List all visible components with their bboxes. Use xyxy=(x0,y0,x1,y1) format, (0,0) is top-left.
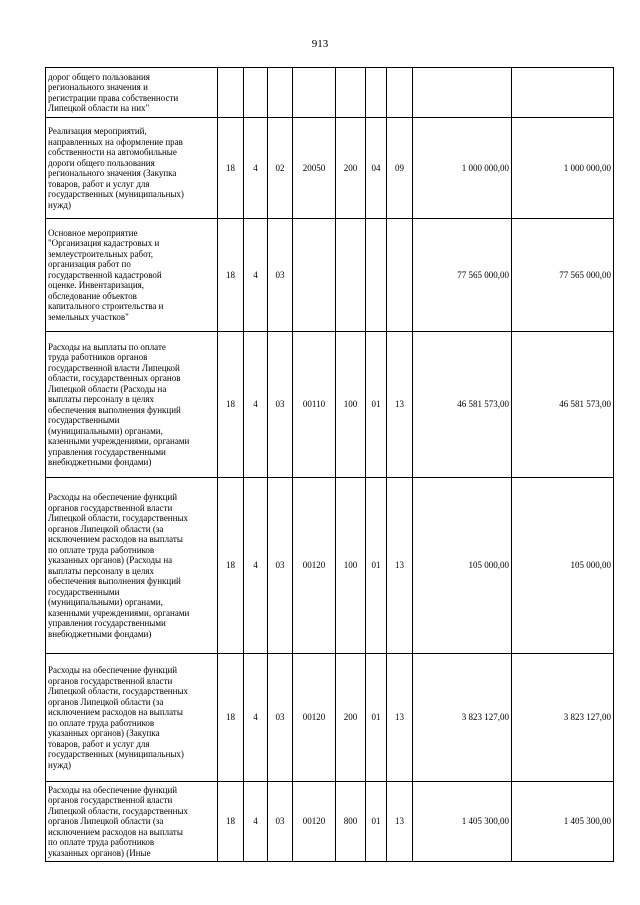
amount-cell: 46 581 573,00 xyxy=(413,332,512,478)
amount-cell: 1 405 300,00 xyxy=(512,782,614,862)
row-description: Расходы на обеспечение функций органов государственной власти Липецкой области, государственных органов Липецкой области (за исключением расходов на выплаты по оплате труда работников указанных органов) (Иные xyxy=(46,782,218,862)
code-cell: 4 xyxy=(244,654,268,782)
code-cell: 03 xyxy=(268,654,293,782)
code-cell: 4 xyxy=(244,782,268,862)
code-cell: 18 xyxy=(218,118,244,219)
page-number: 913 xyxy=(311,38,329,50)
table-row xyxy=(46,118,614,219)
code-cell xyxy=(336,68,366,118)
code-cell: 02 xyxy=(268,118,293,219)
code-cell: 13 xyxy=(387,478,413,654)
code-cell: 13 xyxy=(387,654,413,782)
amount-cell: 3 823 127,00 xyxy=(512,654,614,782)
code-cell: 4 xyxy=(244,118,268,219)
code-cell xyxy=(218,68,244,118)
amount-cell: 1 000 000,00 xyxy=(512,118,614,219)
row-description: Расходы на выплаты по оплате труда работников органов государственной власти Липецкой области, государственных органов Липецкой области (Расходы на выплаты персоналу в целях обеспечения выполнения функций государственными (муниципальными) органами, казенными учреждениями, органами управления государственными внебюджетными фондами) xyxy=(46,332,218,478)
code-cell: 00110 xyxy=(293,332,336,478)
code-cell: 03 xyxy=(268,782,293,862)
amount-cell: 3 823 127,00 xyxy=(413,654,512,782)
code-cell: 13 xyxy=(387,332,413,478)
table-row xyxy=(46,68,614,118)
code-cell: 18 xyxy=(218,219,244,332)
code-cell: 00120 xyxy=(293,654,336,782)
code-cell: 18 xyxy=(218,478,244,654)
code-cell xyxy=(366,219,387,332)
code-cell: 4 xyxy=(244,332,268,478)
code-cell xyxy=(293,219,336,332)
code-cell: 01 xyxy=(366,782,387,862)
row-description: Основное мероприятие "Организация кадастровых и землеустроительных работ, организация работ по государственной кадастровой оценке. Инвентаризация, обследование объектов капитального строительства и земельных участков" xyxy=(46,219,218,332)
code-cell: 200 xyxy=(336,654,366,782)
amount-cell: 1 000 000,00 xyxy=(413,118,512,219)
code-cell: 200 xyxy=(336,118,366,219)
code-cell: 01 xyxy=(366,332,387,478)
amount-cell: 77 565 000,00 xyxy=(512,219,614,332)
code-cell: 18 xyxy=(218,654,244,782)
code-cell: 800 xyxy=(336,782,366,862)
amount-cell: 105 000,00 xyxy=(512,478,614,654)
code-cell xyxy=(387,68,413,118)
code-cell: 03 xyxy=(268,478,293,654)
code-cell: 100 xyxy=(336,478,366,654)
code-cell xyxy=(244,68,268,118)
table-row xyxy=(46,332,614,478)
code-cell xyxy=(336,219,366,332)
table-row xyxy=(46,219,614,332)
code-cell xyxy=(366,68,387,118)
code-cell: 18 xyxy=(218,782,244,862)
code-cell: 18 xyxy=(218,332,244,478)
code-cell xyxy=(387,219,413,332)
amount-cell: 46 581 573,00 xyxy=(512,332,614,478)
code-cell: 03 xyxy=(268,332,293,478)
code-cell: 04 xyxy=(366,118,387,219)
code-cell: 4 xyxy=(244,219,268,332)
code-cell: 13 xyxy=(387,782,413,862)
code-cell: 09 xyxy=(387,118,413,219)
code-cell: 03 xyxy=(268,219,293,332)
code-cell: 01 xyxy=(366,654,387,782)
row-description: Расходы на обеспечение функций органов государственной власти Липецкой области, государственных органов Липецкой области (за исключением расходов на выплаты по оплате труда работников указанных органов) (Расходы на выплаты персоналу в целях обеспечения выполнения функций государственными (муниципальными) органами, казенными учреждениями, органами управления государственными внебюджетными фондами) xyxy=(46,478,218,654)
table-row xyxy=(46,782,614,862)
amount-cell: 105 000,00 xyxy=(413,478,512,654)
code-cell xyxy=(268,68,293,118)
code-cell: 00120 xyxy=(293,782,336,862)
row-description: Расходы на обеспечение функций органов государственной власти Липецкой области, государственных органов Липецкой области (за исключением расходов на выплаты по оплате труда работников указанных органов) (Закупка товаров, работ и услуг для государственных (муниципальных) нужд) xyxy=(46,654,218,782)
code-cell: 100 xyxy=(336,332,366,478)
row-description: Реализация мероприятий, направленных на оформление прав собственности на автомобильные дороги общего пользования регионального значения (Закупка товаров, работ и услуг для государственных (муниципальных) нужд) xyxy=(46,118,218,219)
code-cell xyxy=(293,68,336,118)
row-description: дорог общего пользования регионального значения и регистрации права собственности Липецкой области на них" xyxy=(46,68,218,118)
code-cell: 00120 xyxy=(293,478,336,654)
budget-table xyxy=(45,67,614,862)
table-row xyxy=(46,654,614,782)
amount-cell xyxy=(512,68,614,118)
amount-cell: 1 405 300,00 xyxy=(413,782,512,862)
amount-cell xyxy=(413,68,512,118)
code-cell: 4 xyxy=(244,478,268,654)
code-cell: 20050 xyxy=(293,118,336,219)
table-row xyxy=(46,478,614,654)
code-cell: 01 xyxy=(366,478,387,654)
amount-cell: 77 565 000,00 xyxy=(413,219,512,332)
